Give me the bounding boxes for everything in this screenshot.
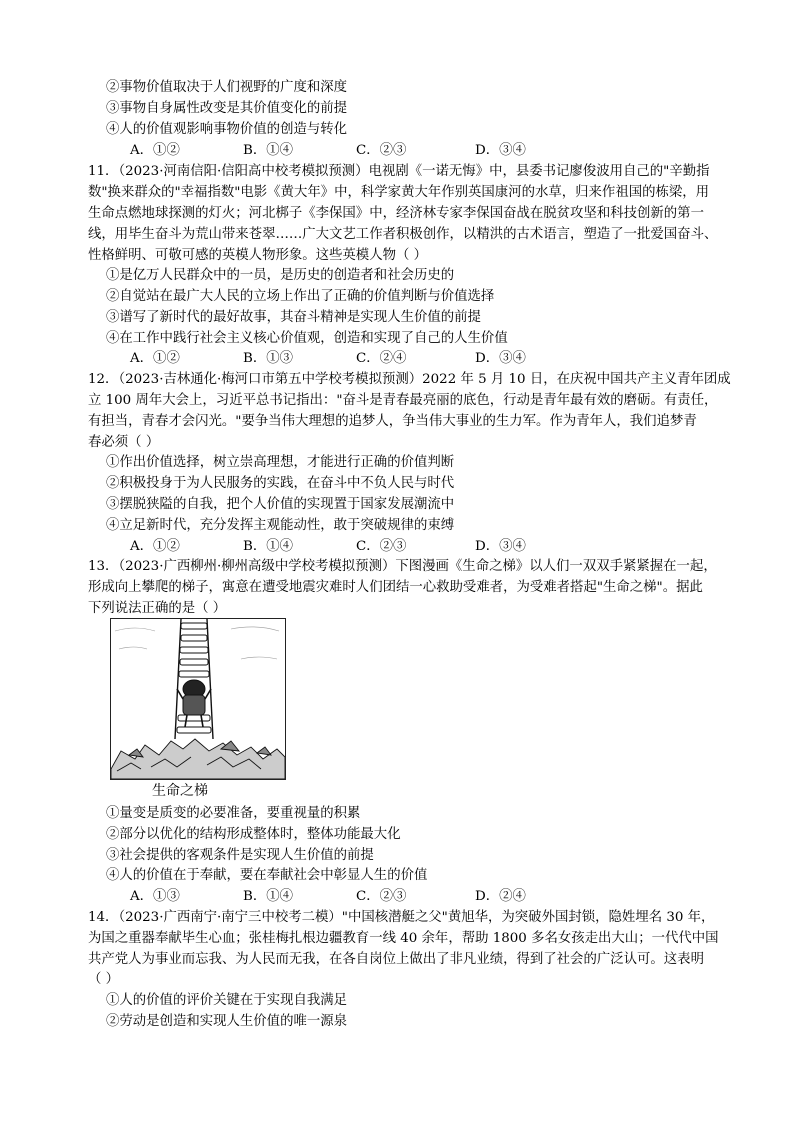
q11-option-1: ①是亿万人民群众中的一员，是历史的创造者和社会历史的: [106, 268, 455, 283]
q12-stem-line-2: 立 100 周年大会上，习近平总书记指出："奋斗是青春最亮丽的底色，行动是青年最有效的磨砺。有责任，: [88, 393, 718, 408]
q12-option-2: ②积极投身于为人民服务的实践，在奋斗中不负人民与时代: [106, 476, 455, 491]
q11-choice-b: B．①③: [243, 351, 294, 366]
q13-stem-line-1: 13．（2023·广西柳州·柳州高级中学校考模拟预测）下图漫画《生命之梯》以人们一双双手紧紧握在一起，: [88, 559, 717, 574]
cartoon-drawing: [111, 619, 285, 779]
ladder-of-life-cartoon: [110, 618, 286, 780]
q10-option-2: ②事物价值取决于人们视野的广度和深度: [106, 80, 348, 95]
q13-option-1: ①量变是质变的必要准备，要重视量的积累: [106, 806, 361, 821]
q13-choices: [130, 887, 526, 907]
q13-choice-a: A．①③: [130, 889, 180, 904]
q12-choice-c: C．②③: [356, 539, 407, 554]
q14-stem-line-4: （ ）: [88, 972, 120, 987]
q11-stem-line-4: 线，用毕生奋斗为荒山带来苍翠……广大文艺工作者积极创作，以精洪的古术语言，塑造了一批爱国奋斗、: [88, 227, 718, 242]
q12-option-3: ③摆脱狭隘的自我，把个人价值的实现置于国家发展潮流中: [106, 497, 455, 512]
q11-choices: [130, 349, 526, 369]
q12-option-1: ①作出价值选择，树立崇高理想，才能进行正确的价值判断: [106, 455, 455, 470]
q12-stem-line-1: 12．（2023·吉林通化·梅河口市第五中学校考模拟预测）2022 年 5 月 10 日，在庆祝中国共产主义青年团成: [88, 372, 731, 387]
q10-choice-a: A．①②: [130, 143, 180, 158]
q13-option-2: ②部分以优化的结构形成整体时，整体功能最大化: [106, 827, 401, 842]
q12-stem-line-3: 有担当，青春才会闪光。"要争当伟大理想的追梦人，争当伟大事业的生力军。作为青年人，我们追梦青: [88, 414, 697, 429]
q12-stem-line-4: 春必须（ ）: [88, 435, 160, 450]
q11-option-4: ④在工作中践行社会主义核心价值观，创造和实现了自己的人生价值: [106, 331, 508, 346]
q14-stem-line-1: 14．（2023·广西南宁·南宁三中校考二模）"中国核潜艇之父"黄旭华，为突破外国封锁，隐姓埋名 30 年，: [88, 910, 715, 925]
q12-choice-d: D．③④: [475, 539, 526, 554]
q13-option-4: ④人的价值在于奉献，要在奉献社会中彰显人生的价值: [106, 868, 428, 883]
q14-stem-line-3: 共产党人为事业而忘我、为人民而无我，在各自岗位上做出了非凡业绩，得到了社会的广泛认可。这表明: [88, 952, 704, 967]
q10-choice-c: C．②③: [356, 143, 407, 158]
q12-choice-b: B．①④: [243, 539, 294, 554]
q13-stem-line-3: 下列说法正确的是（ ）: [88, 601, 227, 616]
q14-stem-line-2: 为国之重器奉献毕生心血；张桂梅扎根边疆教育一线 40 余年，帮助 1800 多名女孩走出大山；一代代中国: [88, 931, 719, 946]
q11-option-3: ③谱写了新时代的最好故事，其奋斗精神是实现人生价值的前提: [106, 310, 481, 325]
q11-stem-line-3: 生命点燃地球探测的灯火；河北梆子《李保国》中，经济林专家李保国奋战在脱贫攻坚和科技创新的第一: [88, 206, 704, 221]
q11-option-2: ②自觉站在最广大人民的立场上作出了正确的价值判断与价值选择: [106, 289, 495, 304]
q11-choice-c: C．②④: [356, 351, 407, 366]
q13-choice-c: C．②③: [356, 889, 407, 904]
q13-choice-b: B．①④: [243, 889, 294, 904]
q10-choices: [130, 141, 526, 161]
q12-choices: [130, 537, 526, 557]
q11-stem-line-1: 11．（2023·河南信阳·信阳高中校考模拟预测）电视剧《一诺无悔》中，县委书记廖俊波用自己的"辛勤指: [88, 164, 710, 179]
q12-choice-a: A．①②: [130, 539, 180, 554]
figure-caption: 生命之梯: [152, 783, 208, 799]
q11-stem-line-2: 数"换来群众的"幸福指数"电影《黄大年》中，科学家黄大年作别英国康河的水草，归来作祖国的栋梁，用: [88, 185, 710, 200]
q11-choice-a: A．①②: [130, 351, 180, 366]
q10-option-4: ④人的价值观影响事物价值的创造与转化: [106, 122, 348, 137]
q14-option-1: ①人的价值的评价关键在于实现自我满足: [106, 993, 348, 1008]
q12-option-4: ④立足新时代，充分发挥主观能动性，敢于突破规律的束缚: [106, 518, 455, 533]
q13-option-3: ③社会提供的客观条件是实现人生价值的前提: [106, 848, 374, 863]
q13-choice-d: D．②④: [475, 889, 526, 904]
q11-stem-line-5: 性格鲜明、可敬可感的英模人物形象。这些英模人物（ ）: [88, 248, 428, 263]
q10-option-3: ③事物自身属性改变是其价值变化的前提: [106, 101, 348, 116]
q10-choice-d: D．③④: [475, 143, 526, 158]
q14-option-2: ②劳动是创造和实现人生价值的唯一源泉: [106, 1014, 348, 1029]
q13-stem-line-2: 形成向上攀爬的梯子，寓意在遭受地震灾难时人们团结一心救助受难者，为受难者搭起"生命之梯"。据此: [88, 580, 703, 595]
q10-choice-b: B．①④: [243, 143, 294, 158]
q11-choice-d: D．③④: [475, 351, 526, 366]
